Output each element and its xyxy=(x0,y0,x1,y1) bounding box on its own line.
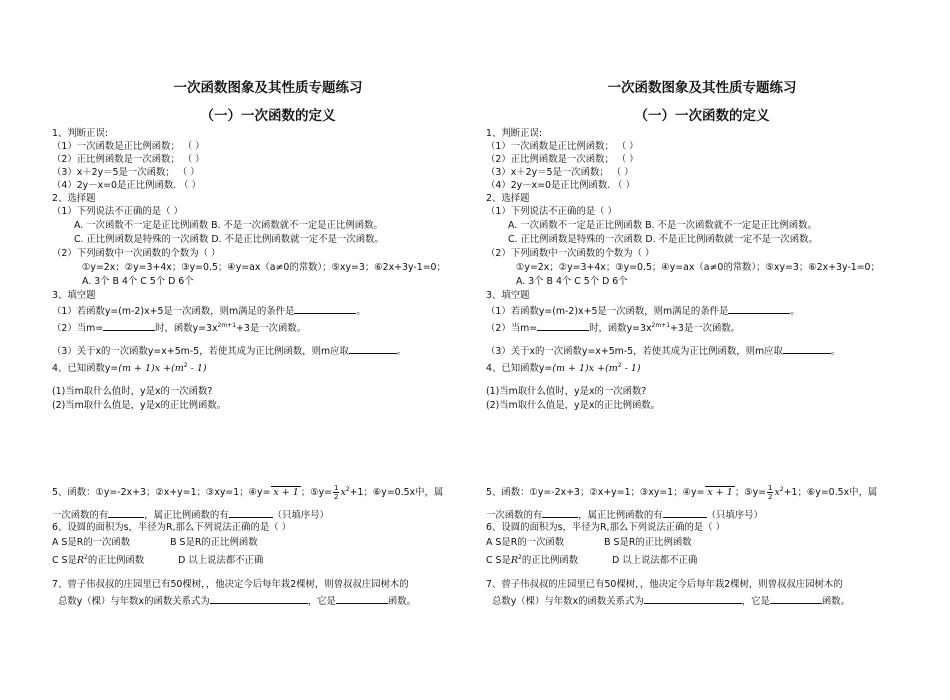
q4-p1: (1)当m取什么值时，y是x的一次函数? xyxy=(486,386,647,397)
q1-item-2: （2）正比例函数是一次函数； （ ） xyxy=(52,154,205,165)
worksheet-title: 一次函数图象及其性质专题练习 xyxy=(173,80,363,96)
q7-line2: 总数y（棵）与年数x的函数关系式为 ，它是 函数。 xyxy=(58,596,417,607)
section-title: （一）一次函数的定义 xyxy=(634,108,770,124)
q7-line1: 7、曾子伟叔叔的庄园里已有50棵树，，他决定今后每年栽2棵树，则曾叔叔庄园树木的 xyxy=(486,579,843,590)
q7-line2: 总数y（棵）与年数x的函数关系式为 ，它是 函数。 xyxy=(492,596,851,607)
q2-p1-opts-2: C. 正比例函数是特殊的一次函数 D. 不是正比例函数就一定不是一次函数。 xyxy=(74,234,384,245)
answer-blank[interactable] xyxy=(537,321,589,331)
q6-opts-ab: A S是R的一次函数 B S是R的正比例函数 xyxy=(486,537,692,548)
q2-p2-opts: A. 3个 B 4个 C 5个 D 6个 xyxy=(82,276,194,287)
q2-head: 2、选择题 xyxy=(52,193,96,204)
q2-p1-opts-2: C. 正比例函数是特殊的一次函数 D. 不是正比例函数就一定不是一次函数。 xyxy=(508,234,818,245)
q7-line1: 7、曾子伟叔叔的庄园里已有50棵树，，他决定今后每年栽2棵树，则曾叔叔庄园树木的 xyxy=(52,579,409,590)
q1-item-4: （4）2y－x=0是正比例函数. （ ） xyxy=(52,180,201,191)
q4-head: 4、已知函数$y=(m + 1)x +(m^2 - 1)$ xyxy=(52,362,207,375)
q4-p1: (1)当m取什么值时，y是x的一次函数? xyxy=(52,386,213,397)
answer-blank[interactable] xyxy=(783,344,831,354)
q2-p2-opts: A. 3个 B 4个 C 5个 D 6个 xyxy=(516,276,628,287)
q6-head: 6、设圆的面积为s，半径为R,那么下列说法正确的是（ ） xyxy=(52,522,291,533)
q1-head: 1、判断正误: xyxy=(52,128,108,139)
q1-item-1: （1）一次函数是正比例函数； （ ） xyxy=(486,141,639,152)
answer-blank[interactable] xyxy=(542,508,578,518)
q5-line2: 一次函数的有 ，属正比例函数的有 （只填序号） xyxy=(486,510,763,521)
q3-head: 3、填空题 xyxy=(486,290,530,301)
answer-blank[interactable] xyxy=(294,304,356,314)
q2-p1: （1）下列说法不正确的是（ ） xyxy=(486,206,617,217)
q1-item-1: （1）一次函数是正比例函数； （ ） xyxy=(52,141,205,152)
q4-p2: (2)当m取什么值是，y是x的正比例函数。 xyxy=(52,400,227,411)
q2-head: 2、选择题 xyxy=(486,193,530,204)
q3-p2: （2）当m= 时，函数$y=3x^{2m+1}+3$是一次函数。 xyxy=(52,322,307,335)
worksheet-right xyxy=(482,0,922,700)
q3-p3: （3）关于x的一次函数y=x+5m-5，若使其成为正比例函数，则m应取 。 xyxy=(52,346,407,357)
q2-p1-opts-1: A. 一次函数不一定是正比例函数 B. 不是一次函数就不一定是正比例函数。 xyxy=(74,220,383,231)
q5-line1: 5、函数：①y=-2x+3；②x+y=1；③xy=1；④y= x + 1 ；⑤y= $\frac{1}{2}$ $x^2+1$；⑥y=0.5x中，属 xyxy=(486,484,878,502)
q2-p1: （1）下列说法不正确的是（ ） xyxy=(52,206,183,217)
q6-head: 6、设圆的面积为s，半径为R,那么下列说法正确的是（ ） xyxy=(486,522,725,533)
q1-item-2: （2）正比例函数是一次函数； （ ） xyxy=(486,154,639,165)
q2-p2: （2）下列函数中一次函数的个数为（ ） xyxy=(52,248,221,259)
q2-p2-list: ①y=2x；②y=3+4x；③y=0.5；④y=ax（a≠0的常数）；⑤xy=3；⑥2x+3y-1=0； xyxy=(516,262,880,273)
q4-head: 4、已知函数$y=(m + 1)x +(m^2 - 1)$ xyxy=(486,362,641,375)
q5-line2: 一次函数的有 ，属正比例函数的有 （只填序号） xyxy=(52,510,329,521)
q6-opts-ab: A S是R的一次函数 B S是R的正比例函数 xyxy=(52,537,258,548)
answer-blank[interactable] xyxy=(770,594,822,604)
answer-blank[interactable] xyxy=(229,508,273,518)
q1-item-3: （3）x＋2y＝5是一次函数； （ ） xyxy=(52,167,200,178)
answer-blank[interactable] xyxy=(108,508,144,518)
worksheet-left xyxy=(48,0,488,700)
answer-blank[interactable] xyxy=(103,321,155,331)
q3-p1: （1）若函数y=(m-2)x+5是一次函数，则m满足的条件是 。 xyxy=(486,306,800,317)
q3-p1: （1）若函数y=(m-2)x+5是一次函数，则m满足的条件是 。 xyxy=(52,306,366,317)
q3-p3: （3）关于x的一次函数y=x+5m-5，若使其成为正比例函数，则m应取 。 xyxy=(486,346,841,357)
q2-p2-list: ①y=2x；②y=3+4x；③y=0.5；④y=ax（a≠0的常数）；⑤xy=3；⑥2x+3y-1=0； xyxy=(82,262,446,273)
answer-blank[interactable] xyxy=(644,594,742,604)
worksheet-title: 一次函数图象及其性质专题练习 xyxy=(607,80,797,96)
q1-item-3: （3）x＋2y＝5是一次函数； （ ） xyxy=(486,167,634,178)
q2-p1-opts-1: A. 一次函数不一定是正比例函数 B. 不是一次函数就不一定是正比例函数。 xyxy=(508,220,817,231)
q4-p2: (2)当m取什么值是，y是x的正比例函数。 xyxy=(486,400,661,411)
q3-head: 3、填空题 xyxy=(52,290,96,301)
q3-p2: （2）当m= 时，函数$y=3x^{2m+1}+3$是一次函数。 xyxy=(486,322,741,335)
q2-p2: （2）下列函数中一次函数的个数为（ ） xyxy=(486,248,655,259)
answer-blank[interactable] xyxy=(210,594,308,604)
answer-blank[interactable] xyxy=(728,304,790,314)
q6-opts-cd: C S是$R^2$的正比例函数 D 以上说法都不正确 xyxy=(486,554,698,567)
section-title: （一）一次函数的定义 xyxy=(200,108,336,124)
answer-blank[interactable] xyxy=(336,594,388,604)
answer-blank[interactable] xyxy=(663,508,707,518)
q6-opts-cd: C S是$R^2$的正比例函数 D 以上说法都不正确 xyxy=(52,554,264,567)
answer-blank[interactable] xyxy=(349,344,397,354)
q5-line1: 5、函数：①y=-2x+3；②x+y=1；③xy=1；④y= x + 1 ；⑤y= $\frac{1}{2}$ $x^2+1$；⑥y=0.5x中，属 xyxy=(52,484,444,502)
q1-head: 1、判断正误: xyxy=(486,128,542,139)
q1-item-4: （4）2y－x=0是正比例函数. （ ） xyxy=(486,180,635,191)
